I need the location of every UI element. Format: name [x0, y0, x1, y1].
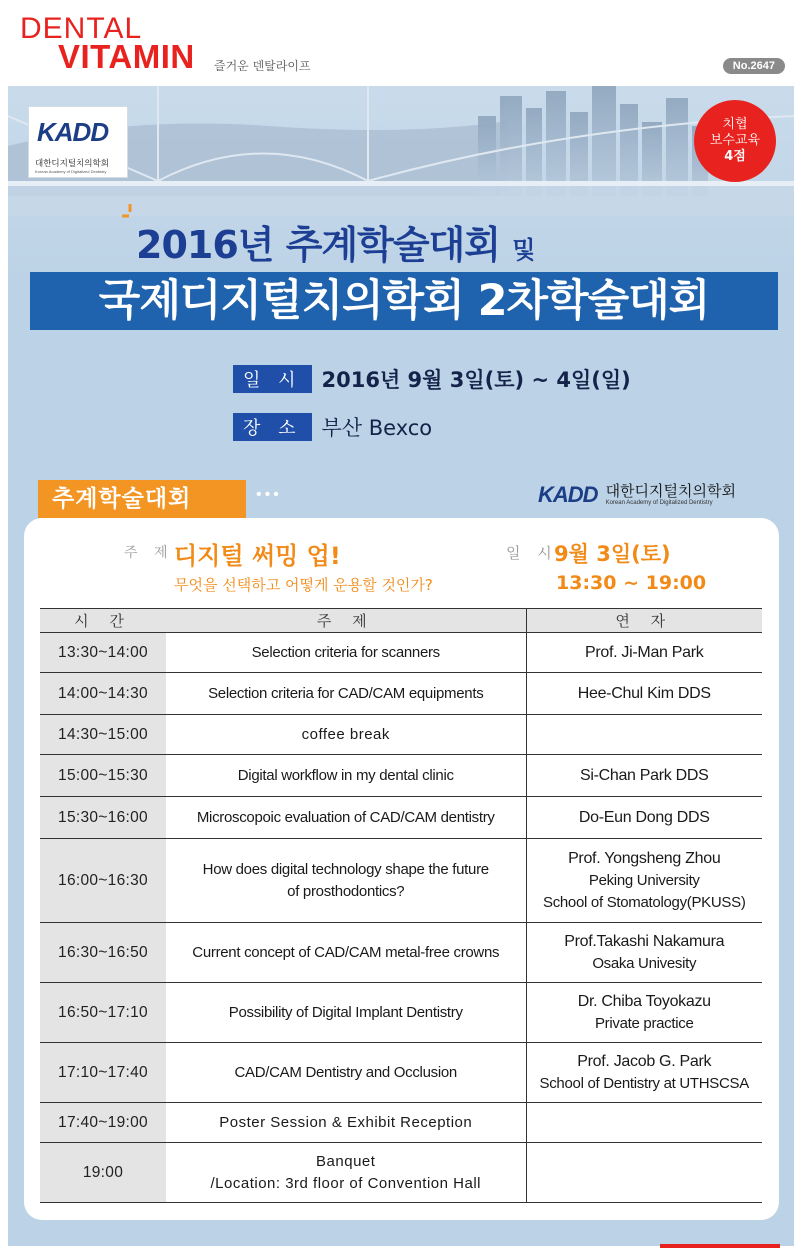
- header-time: 시 간: [40, 609, 166, 633]
- row-topic: [166, 755, 526, 797]
- credit-badge-points: 4점: [724, 149, 746, 164]
- topic-line: CAD/CAM Dentistry and Occlusion: [234, 1063, 457, 1081]
- table-row: [40, 673, 762, 715]
- kadd-logo-card: [28, 106, 128, 178]
- row-speaker: [526, 923, 762, 983]
- table-row: [40, 797, 762, 839]
- row-time: 16:50~17:10: [40, 983, 166, 1043]
- speaker-line: Si-Chan Park DDS: [579, 766, 709, 784]
- schedule-body: [40, 633, 762, 1203]
- kadd-name-korean-small: 대한디지털치의학회: [605, 482, 736, 500]
- row-speaker: [526, 839, 762, 923]
- event-title-conj: 및: [512, 236, 535, 264]
- topic-line: Selection criteria for scanners: [251, 643, 440, 661]
- row-time: 16:30~16:50: [40, 923, 166, 983]
- credit-badge-line2: 보수교육: [709, 133, 761, 148]
- row-time: 17:40~19:00: [40, 1103, 166, 1143]
- speaker-line: Prof. Yongsheng Zhou: [568, 849, 721, 867]
- kadd-logo-inline: [538, 482, 736, 508]
- table-row: [40, 1143, 762, 1203]
- speaker-line: Dr. Chiba Toyokazu: [577, 992, 711, 1010]
- schedule-table: [40, 608, 762, 1203]
- event-title: [136, 214, 534, 269]
- topic-line: How does digital technology shape the future: [202, 860, 489, 878]
- table-row: [40, 1043, 762, 1103]
- row-time: 14:00~14:30: [40, 673, 166, 715]
- session-time: 13:30 ~ 19:00: [556, 572, 707, 594]
- speaker-line: Private practice: [594, 1014, 694, 1032]
- table-row: [40, 715, 762, 755]
- theme-title: 디지털 써밍 업!: [174, 542, 341, 570]
- row-speaker: [526, 715, 762, 755]
- brand-tagline: 즐거운 덴탈라이프: [214, 59, 311, 73]
- table-row: [40, 755, 762, 797]
- topic-line: Digital workflow in my dental clinic: [237, 766, 454, 784]
- event-title-main: 2016년 추계학술대회: [136, 223, 500, 267]
- date-tag: 일 시: [233, 365, 312, 393]
- row-topic: [166, 983, 526, 1043]
- kadd-name-korean: 대한디지털치의학회: [35, 159, 109, 169]
- row-speaker: [526, 673, 762, 715]
- kadd-logo: KADD: [37, 117, 109, 147]
- speaker-line: Prof. Ji-Man Park: [585, 643, 704, 661]
- row-time: 16:00~16:30: [40, 839, 166, 923]
- row-time: 17:10~17:40: [40, 1043, 166, 1103]
- row-topic: [166, 1143, 526, 1203]
- table-row: [40, 1103, 762, 1143]
- row-speaker: [526, 983, 762, 1043]
- speaker-line: School of Dentistry at UTHSCSA: [539, 1074, 749, 1092]
- topic-line: Poster Session & Exhibit Reception: [219, 1113, 473, 1131]
- section-dots: •••: [256, 486, 282, 503]
- venue-tag: 장 소: [233, 413, 312, 441]
- session-date: 9월 3일(토): [554, 542, 671, 566]
- speaker-line: Do-Eun Dong DDS: [578, 808, 710, 826]
- table-row: [40, 839, 762, 923]
- event-date-row: [233, 364, 631, 394]
- brand-logo-vitamin: VITAMIN: [58, 38, 195, 75]
- kadd-name-english-small: Korean Academy of Digitalized Dentistry: [605, 500, 713, 506]
- event-venue: 부산 Bexco: [321, 416, 433, 440]
- kadd-logo-small: KADD: [538, 482, 598, 507]
- row-time: 15:30~16:00: [40, 797, 166, 839]
- event-date: 2016년 9월 3일(토) ~ 4일(일): [321, 368, 631, 392]
- row-time: 19:00: [40, 1143, 166, 1203]
- header-topic: 주 제: [166, 609, 526, 633]
- row-speaker: [526, 1043, 762, 1103]
- row-topic: [166, 673, 526, 715]
- row-speaker: [526, 633, 762, 673]
- table-row: [40, 923, 762, 983]
- schedule-card: [24, 518, 779, 1220]
- row-time: 14:30~15:00: [40, 715, 166, 755]
- topic-line: Selection criteria for CAD/CAM equipments: [208, 684, 484, 702]
- row-time: 13:30~14:00: [40, 633, 166, 673]
- issue-number-badge: No.2647: [723, 58, 785, 74]
- brand-logo-dental: DENTAL: [20, 12, 143, 45]
- row-speaker: [526, 1143, 762, 1203]
- kadd-name-english: Korean Academy of Digitalized Dentistry: [35, 169, 107, 174]
- page-header: [0, 0, 801, 84]
- speaker-line: Prof. Jacob G. Park: [577, 1052, 712, 1070]
- row-topic: [166, 1103, 526, 1143]
- credit-points-badge: [694, 100, 776, 182]
- speaker-line: Hee-Chul Kim DDS: [577, 684, 711, 702]
- session-date-label: 일 시: [506, 544, 558, 562]
- header-speaker: 연 자: [526, 609, 762, 633]
- topic-line: Banquet: [316, 1152, 376, 1170]
- theme-label: 주 제: [124, 545, 174, 561]
- row-time: 15:00~15:30: [40, 755, 166, 797]
- row-topic: [166, 715, 526, 755]
- row-topic: [166, 839, 526, 923]
- table-row: [40, 983, 762, 1043]
- table-row: [40, 633, 762, 673]
- topic-line: of prosthodontics?: [287, 882, 405, 900]
- schedule-header-row: [40, 609, 762, 633]
- event-poster: [8, 86, 794, 1246]
- row-topic: [166, 797, 526, 839]
- speaker-line: School of Stomatology(PKUSS): [542, 893, 746, 911]
- event-title-banner: 국제디지털치의학회 2차학술대회: [30, 272, 778, 330]
- speaker-line: Osaka Univesity: [592, 954, 697, 972]
- row-topic: [166, 1043, 526, 1103]
- topic-line: coffee break: [301, 725, 390, 743]
- row-speaker: [526, 797, 762, 839]
- credit-badge-line1: 치협: [722, 117, 748, 132]
- topic-line: /Location: 3rd floor of Convention Hall: [210, 1174, 481, 1192]
- row-speaker: [526, 755, 762, 797]
- topic-line: Microscopoic evaluation of CAD/CAM dentistry: [196, 808, 495, 826]
- footer-accent-bar: [660, 1244, 780, 1248]
- theme-subtitle: 무엇을 선택하고 어떻게 운용할 것인가?: [174, 576, 433, 594]
- event-venue-row: [233, 412, 432, 442]
- row-topic: [166, 633, 526, 673]
- row-topic: [166, 923, 526, 983]
- topic-line: Current concept of CAD/CAM metal-free crowns: [192, 943, 500, 961]
- row-speaker: [526, 1103, 762, 1143]
- speaker-line: Prof.Takashi Nakamura: [564, 932, 725, 950]
- topic-line: Possibility of Digital Implant Dentistry: [228, 1003, 463, 1021]
- section-tab-fall-conference: 추계학술대회: [38, 480, 246, 518]
- speaker-line: Peking University: [588, 871, 700, 889]
